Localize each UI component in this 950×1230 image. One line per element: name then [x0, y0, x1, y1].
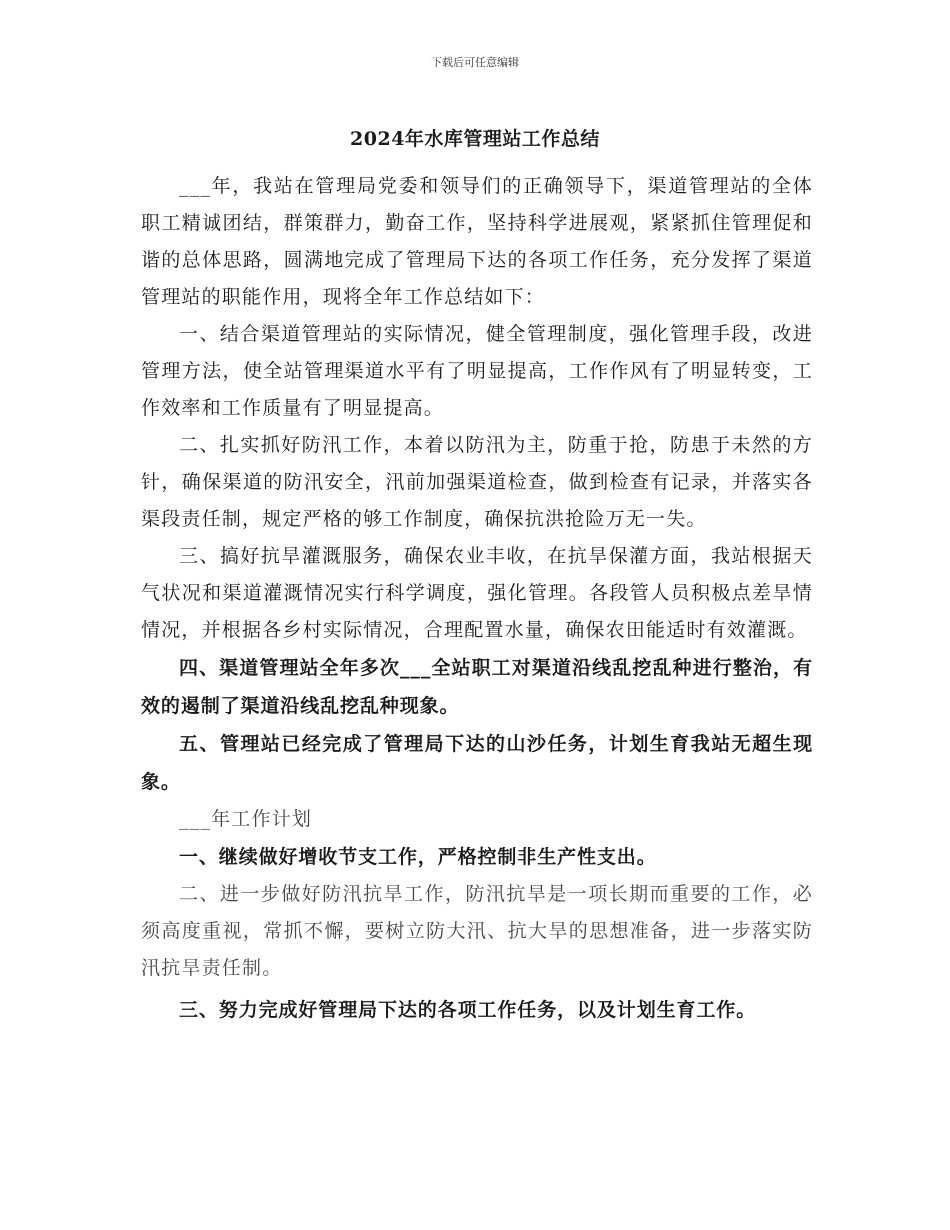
document-title: 2024年水库管理站工作总结 [350, 128, 600, 150]
plan-item-2: 二、进一步做好防汛抗旱工作，防汛抗旱是一项长期而重要的工作，必须高度重视，常抓不懈，要树立防大汛、抗大旱的思想准备，进一步落实防汛抗旱责任制。 [141, 883, 813, 979]
section-heading-plan: ___年工作计划 [179, 808, 313, 830]
plan-item-3: 三、努力完成好管理局下达的各项工作任务，以及计划生育工作。 [179, 999, 757, 1021]
paragraph-item-4: 四、渠道管理站全年多次___全站职工对渠道沿线乱挖乱种进行整治，有效的遏制了渠道沿线乱挖乱种现象。 [141, 657, 813, 717]
paragraph-item-1: 一、结合渠道管理站的实际情况，健全管理制度，强化管理手段，改进管理方法，使全站管理渠道水平有了明显提高，工作作风有了明显转变，工作效率和工作质量有了明显提高。 [141, 323, 813, 419]
paragraph-item-5: 五、管理站已经完成了管理局下达的山沙任务，计划生育我站无超生现象。 [141, 733, 813, 793]
paragraph-item-2: 二、扎实抓好防汛工作，本着以防汛为主，防重于抢，防患于未然的方针，确保渠道的防汛安全，汛前加强渠道检查，做到检查有记录，并落实各渠段责任制，规定严格的够工作制度，确保抗洪抢险万无一失。 [141, 434, 813, 530]
paragraph-intro: ___年，我站在管理局党委和领导们的正确领导下，渠道管理站的全体职工精诚团结，群策群力，勤奋工作，坚持科学进展观，紧紧抓住管理促和谐的总体思路，圆满地完成了管理局下达的各项工作任务，充分发挥了渠道管理站的职能作用，现将全年工作总结如下： [141, 175, 813, 308]
header-note: 下载后可任意编辑 [431, 56, 519, 69]
document-body [141, 168, 813, 1029]
plan-item-1: 一、继续做好增收节支工作，严格控制非生产性支出。 [179, 846, 657, 868]
paragraph-item-3: 三、搞好抗旱灌溉服务，确保农业丰收，在抗旱保灌方面，我站根据天气状况和渠道灌溉情况实行科学调度，强化管理。各段管人员积极点差旱情情况，并根据各乡村实际情况，合理配置水量，确保农田能适时有效灌溉。 [141, 545, 813, 641]
